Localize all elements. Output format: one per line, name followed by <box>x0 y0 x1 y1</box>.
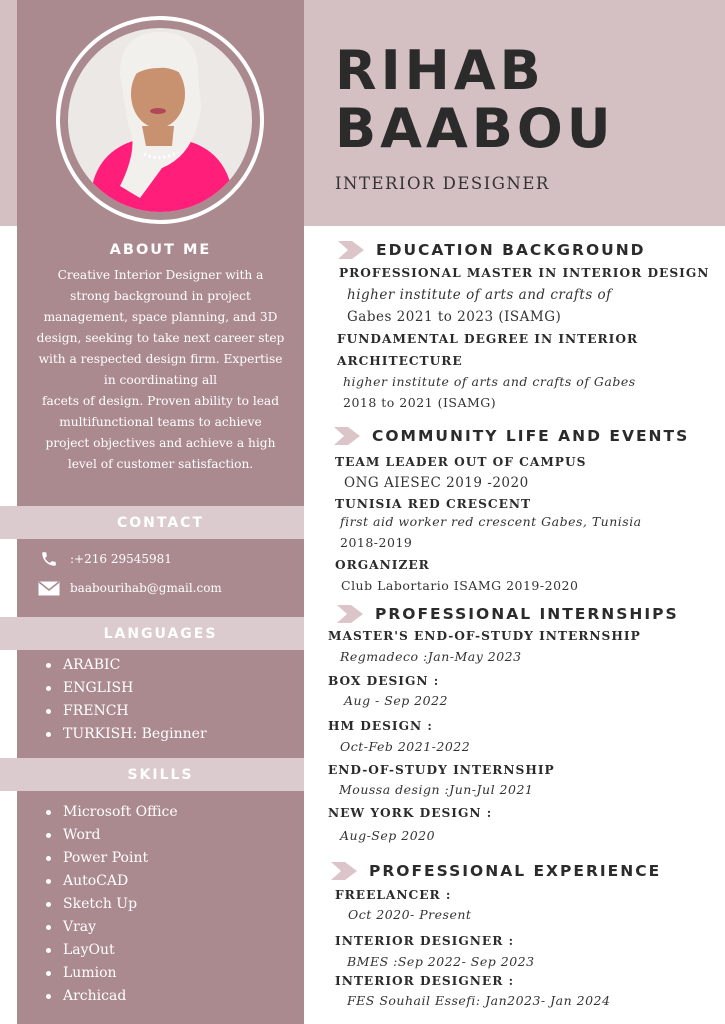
skill-item: Word <box>46 824 178 847</box>
entry-heading: PROFESSIONAL MASTER IN INTERIOR DESIGN <box>339 266 710 280</box>
profile-photo-portrait <box>68 28 252 212</box>
entry-detail: ONG AIESEC 2019 -2020 <box>344 475 529 491</box>
phone-icon <box>37 550 61 568</box>
education-heading: EDUCATION BACKGROUND <box>376 241 646 259</box>
education-section-title <box>338 241 646 259</box>
chevron-right-icon <box>338 241 364 259</box>
entry-detail: Aug-Sep 2020 <box>340 828 436 843</box>
skill-item: AutoCAD <box>46 870 178 893</box>
skill-item: Microsoft Office <box>46 801 178 824</box>
community-heading: COMMUNITY LIFE AND EVENTS <box>372 427 690 445</box>
entry-detail: higher institute of arts and crafts of Gabes <box>343 374 636 389</box>
candidate-name <box>335 39 615 160</box>
entry-heading: ORGANIZER <box>335 558 430 572</box>
entry-heading: INTERIOR DESIGNER : <box>335 934 515 948</box>
entry-detail: Moussa design :Jun-Jul 2021 <box>339 782 534 797</box>
email-icon <box>37 579 61 597</box>
entry-detail: BMES :Sep 2022- Sep 2023 <box>347 954 535 969</box>
profile-photo <box>56 16 264 224</box>
skill-item: Vray <box>46 916 178 939</box>
email-row <box>37 579 222 597</box>
entry-heading: ARCHITECTURE <box>337 354 463 368</box>
skill-item: Sketch Up <box>46 893 178 916</box>
skill-item: Archicad <box>46 985 178 1008</box>
entry-detail: Regmadeco :Jan-May 2023 <box>340 649 522 664</box>
entry-heading: HM DESIGN : <box>328 719 433 733</box>
about-line: management, space planning, and 3D <box>43 310 278 324</box>
skills-heading: SKILLS <box>127 766 194 783</box>
about-text <box>21 265 300 475</box>
entry-detail: Oct 2020- Present <box>348 907 472 922</box>
about-heading: ABOUT ME <box>109 242 212 258</box>
about-line: in coordinating all <box>103 373 218 387</box>
entry-detail: first aid worker red crescent Gabes, Tunisia <box>340 514 642 529</box>
about-line: design, seeking to take next career step <box>36 331 285 345</box>
community-section-title <box>334 427 689 445</box>
entry-heading: INTERIOR DESIGNER : <box>335 974 515 988</box>
chevron-right-icon <box>331 862 357 880</box>
phone-number[interactable]: :+216 29545981 <box>70 552 172 566</box>
entry-heading: BOX DESIGN : <box>328 674 440 688</box>
about-line: project objectives and achieve a high <box>45 436 276 450</box>
experience-heading: PROFESSIONAL EXPERIENCE <box>369 862 662 880</box>
entry-detail: Gabes 2021 to 2023 (ISAMG) <box>347 309 562 325</box>
skill-item: Power Point <box>46 847 178 870</box>
languages-list <box>46 654 207 746</box>
languages-bar <box>0 617 304 650</box>
language-item: FRENCH <box>46 700 207 723</box>
entry-heading: MASTER'S END-OF-STUDY INTERNSHIP <box>328 629 641 643</box>
entry-heading: TUNISIA RED CRESCENT <box>335 497 532 511</box>
entry-heading: END-OF-STUDY INTERNSHIP <box>328 763 555 777</box>
internships-heading: PROFESSIONAL INTERNSHIPS <box>375 605 679 623</box>
entry-detail: higher institute of arts and crafts of <box>347 287 612 303</box>
entry-detail: Aug - Sep 2022 <box>344 693 448 708</box>
first-name: RIHAB <box>335 39 545 102</box>
language-item: ENGLISH <box>46 677 207 700</box>
skill-item: LayOut <box>46 939 178 962</box>
internships-section-title <box>337 605 679 623</box>
about-line: strong background in project <box>70 289 251 303</box>
about-line: level of customer satisfaction. <box>67 457 254 471</box>
skill-item: Lumion <box>46 962 178 985</box>
chevron-right-icon <box>337 605 363 623</box>
entry-detail: 2018 to 2021 (ISAMG) <box>343 395 497 410</box>
chevron-right-icon <box>334 427 360 445</box>
entry-detail: Oct-Feb 2021-2022 <box>340 739 471 754</box>
email-address[interactable]: baabourihab@gmail.com <box>70 581 222 595</box>
about-line: Creative Interior Designer with a <box>57 268 264 282</box>
job-title: INTERIOR DESIGNER <box>335 174 550 193</box>
entry-heading: FUNDAMENTAL DEGREE IN INTERIOR <box>337 332 639 346</box>
entry-heading: FREELANCER : <box>335 888 452 902</box>
language-item: ARABIC <box>46 654 207 677</box>
language-item: TURKISH: Beginner <box>46 723 207 746</box>
entry-heading: TEAM LEADER OUT OF CAMPUS <box>335 455 587 469</box>
about-line: with a respected design firm. Expertise <box>38 352 283 366</box>
entry-detail: Club Labortario ISAMG 2019-2020 <box>341 578 579 593</box>
about-line: multifunctional teams to achieve <box>59 415 262 429</box>
phone-row <box>37 550 172 568</box>
contact-heading: CONTACT <box>116 514 204 531</box>
entry-detail: 2018-2019 <box>340 535 413 550</box>
entry-detail: FES Souhail Essefi: Jan2023- Jan 2024 <box>347 993 611 1008</box>
about-line: facets of design. Proven ability to lead <box>41 394 280 408</box>
last-name: BAABOU <box>335 97 615 160</box>
experience-section-title <box>331 862 661 880</box>
contact-bar <box>0 506 304 539</box>
entry-heading: NEW YORK DESIGN : <box>328 806 493 820</box>
skills-bar <box>0 758 304 791</box>
skills-list <box>46 801 178 1008</box>
languages-heading: LANGUAGES <box>103 625 218 642</box>
